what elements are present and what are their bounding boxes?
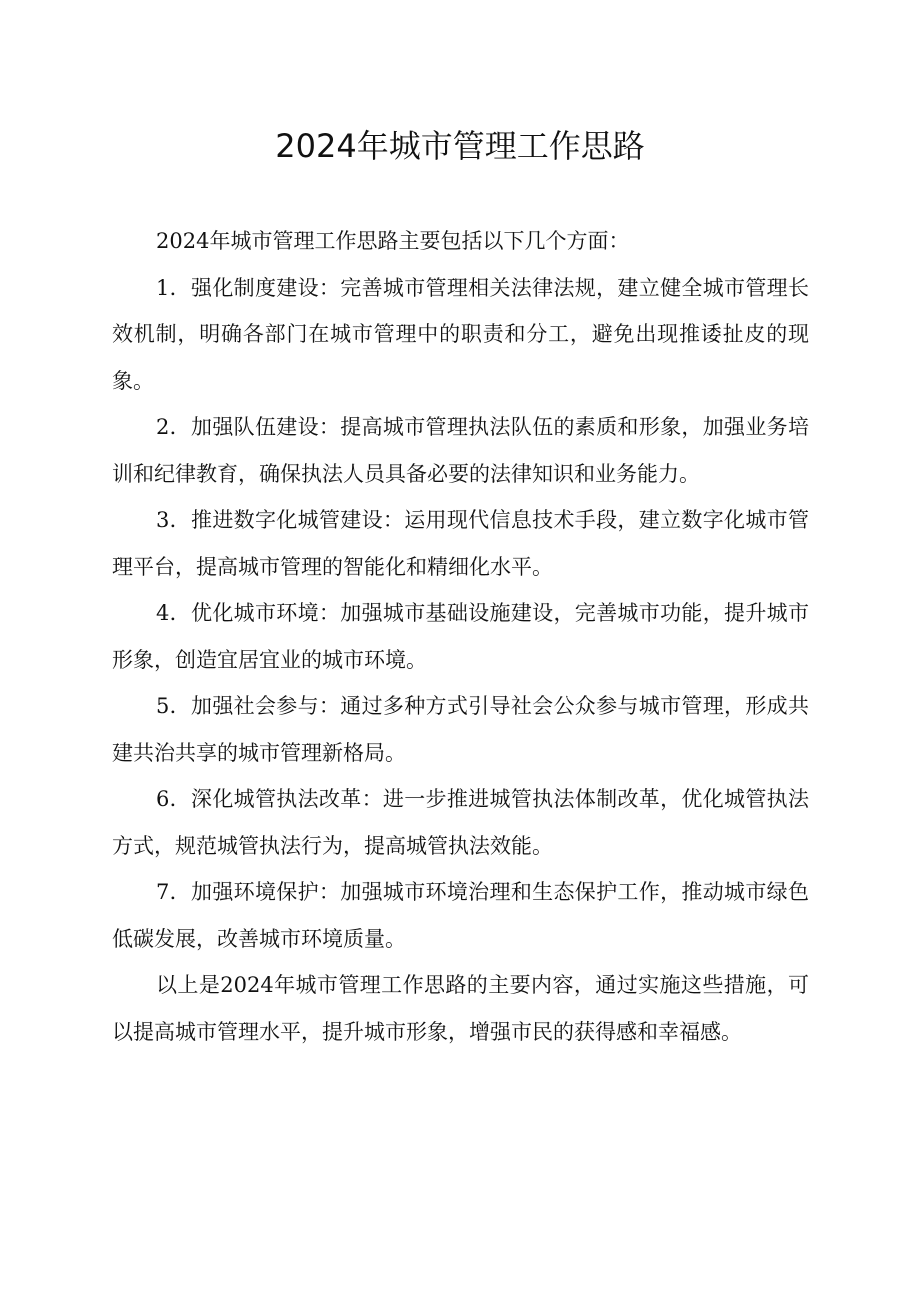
item-paragraph-6: 6．深化城管执法改革：进一步推进城管执法体制改革，优化城管执法方式，规范城管执法行为，提高城管执法效能。 [112,787,809,858]
page-title: 2024年城市管理工作思路 [275,127,645,165]
item-paragraph-2: 2．加强队伍建设：提高城市管理执法队伍的素质和形象，加强业务培训和纪律教育，确保执法人员具备必要的法律知识和业务能力。 [112,415,809,486]
intro-paragraph: 2024年城市管理工作思路主要包括以下几个方面： [156,229,630,253]
item-paragraph-7: 7．加强环境保护：加强城市环境治理和生态保护工作，推动城市绿色低碳发展，改善城市环境质量。 [112,880,809,951]
item-paragraph-4: 4．优化城市环境：加强城市基础设施建设，完善城市功能，提升城市形象，创造宜居宜业的城市环境。 [112,601,809,672]
item-paragraph-3: 3．推进数字化城管建设：运用现代信息技术手段，建立数字化城市管理平台，提高城市管理的智能化和精细化水平。 [112,508,809,579]
conclusion-paragraph: 以上是2024年城市管理工作思路的主要内容，通过实施这些措施，可以提高城市管理水平，提升城市形象，增强市民的获得感和幸福感。 [112,973,809,1044]
document-body [112,218,809,1055]
item-paragraph-1: 1．强化制度建设：完善城市管理相关法律法规，建立健全城市管理长效机制，明确各部门在城市管理中的职责和分工，避免出现推诿扯皮的现象。 [112,275,809,393]
item-paragraph-5: 5．加强社会参与：通过多种方式引导社会公众参与城市管理，形成共建共治共享的城市管理新格局。 [112,694,809,765]
